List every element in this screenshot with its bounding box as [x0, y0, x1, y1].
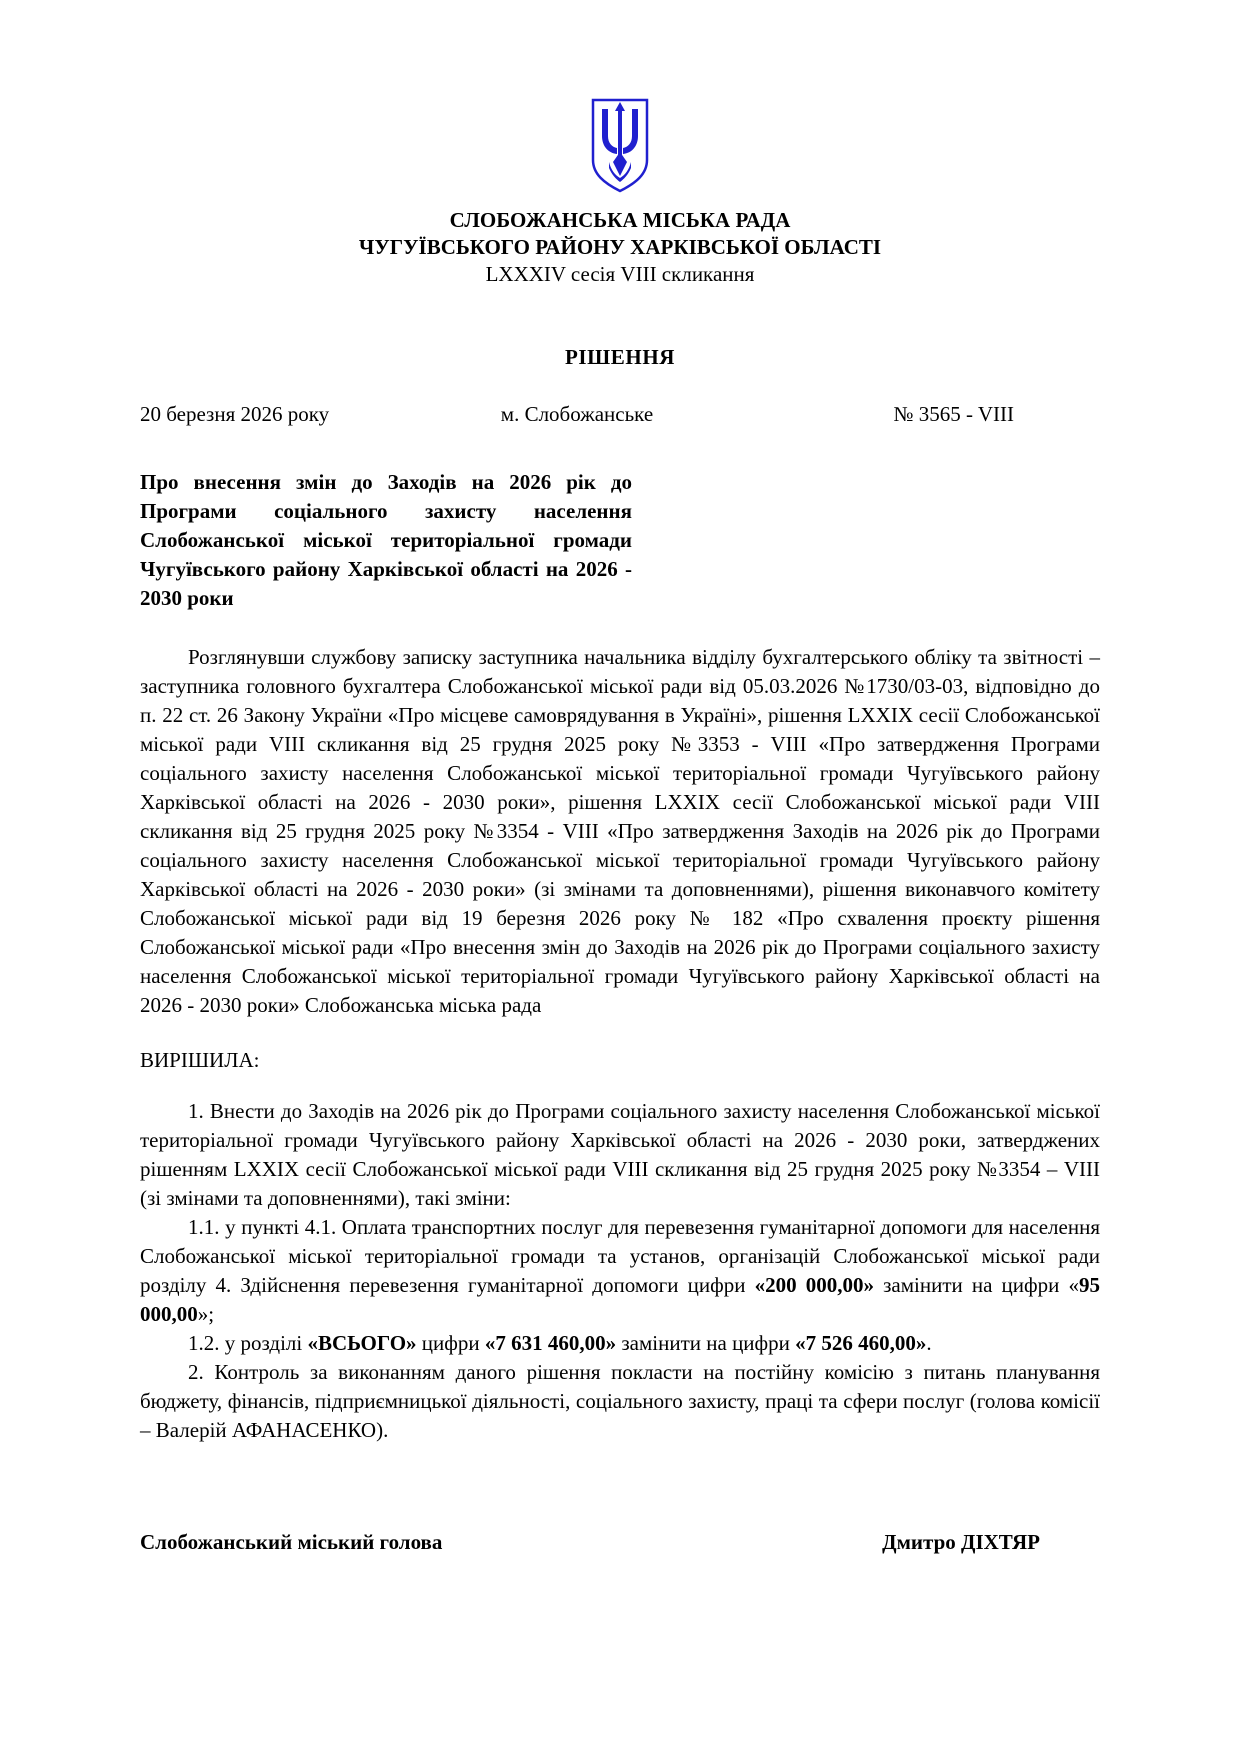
resolution-item-1-1: 1.1. у пункті 4.1. Оплата транспортних послуг для перевезення гуманітарної допомоги для населення Слобожанської міської територіальної громади та установ, організацій Слобожанської міської ради розділу 4. Здійснення перевезення гуманітарної допомоги цифри «200 000,00» замінити на цифри «95 000,00»;	[140, 1215, 1101, 1326]
document-number: № 3565 - VIII	[893, 402, 1014, 426]
org-name-line2: ЧУГУЇВСЬКОГО РАЙОНУ ХАРКІВСЬКОЇ ОБЛАСТІ	[358, 235, 882, 259]
resolution-item-1: 1. Внести до Заходів на 2026 рік до Програми соціального захисту населення Слобожанської міської територіальної громади Чугуївського району Харківської області на 2026 - 2030 роки, затверджених рішенням LXXIX сесії Слобожанської міської ради VIII скликання від 25 грудня 2025 року №3354 – VIII (зі змінами та доповненнями), такі зміни:	[140, 1099, 1100, 1210]
resolution-items	[140, 1097, 1100, 1445]
resolution-item-1-2: 1.2. у розділі «ВСЬОГО» цифри «7 631 460,00» замінити на цифри «7 526 460,00».	[188, 1331, 932, 1355]
document-type-title: РІШЕННЯ	[564, 345, 676, 369]
resolved-label: ВИРІШИЛА:	[140, 1048, 260, 1072]
signer-title: Слобожанський міський голова	[140, 1530, 443, 1554]
org-name-line1: СЛОБОЖАНСЬКА МІСЬКА РАДА	[449, 208, 791, 232]
resolution-item-2: 2. Контроль за виконанням даного рішення покласти на постійну комісію з питань планування бюджету, фінансів, підприємницької діяльності, соціального захисту, праці та сфери послуг (голова комісії – Валерій АФАНАСЕНКО).	[140, 1360, 1100, 1442]
document-place: м. Слобожанське	[500, 402, 654, 426]
subject-block: Про внесення змін до Заходів на 2026 рік до Програми соціального захисту населення Слобожанської міської територіальної громади Чугуївського району Харківської області на 2026 - 2030 роки	[140, 470, 632, 610]
meta-row	[140, 401, 1100, 428]
session-line: LXXXIV сесія VIII скликання	[485, 262, 755, 286]
signer-name: Дмитро ДІХТЯР	[882, 1530, 1040, 1554]
ukraine-trident-icon	[589, 98, 651, 194]
document-date: 20 березня 2026 року	[140, 402, 330, 426]
signature-row	[140, 1529, 1100, 1556]
coat-of-arms	[140, 0, 1100, 199]
preamble-paragraph: Розглянувши службову записку заступника начальника відділу бухгалтерського обліку та звітності – заступника головного бухгалтера Слобожанської міської ради від 05.03.2026 №1730/03-03, відповідно до п. 22 ст. 26 Закону України «Про місцеве самоврядування в Україні», рішення LXXIX сесії Слобожанської міської ради VIII скликання від 25 грудня 2025 року №3353 - VIII «Про затвердження Програми соціального захисту населення Слобожанської міської територіальної громади Чугуївського району Харківської області на 2026 - 2030 роки», рішення LXXIX сесії Слобожанської міської ради VIII скликання від 25 грудня 2025 року №3354 - VIII «Про затвердження Заходів на 2026 рік до Програми соціального захисту населення Слобожанської міської територіальної громади Чугуївського району Харківської області на 2026 - 2030 роки» (зі змінами та доповненнями), рішення виконавчого комітету Слобожанської міської ради від 19 березня 2026 року № 182 «Про схвалення проєкту рішення Слобожанської міської ради «Про внесення змін до Заходів на 2026 рік до Програми соціального захисту населення Слобожанської міської територіальної громади Чугуївського району Харківської області на 2026 - 2030 роки» Слобожанська міська рада	[140, 645, 1100, 1017]
